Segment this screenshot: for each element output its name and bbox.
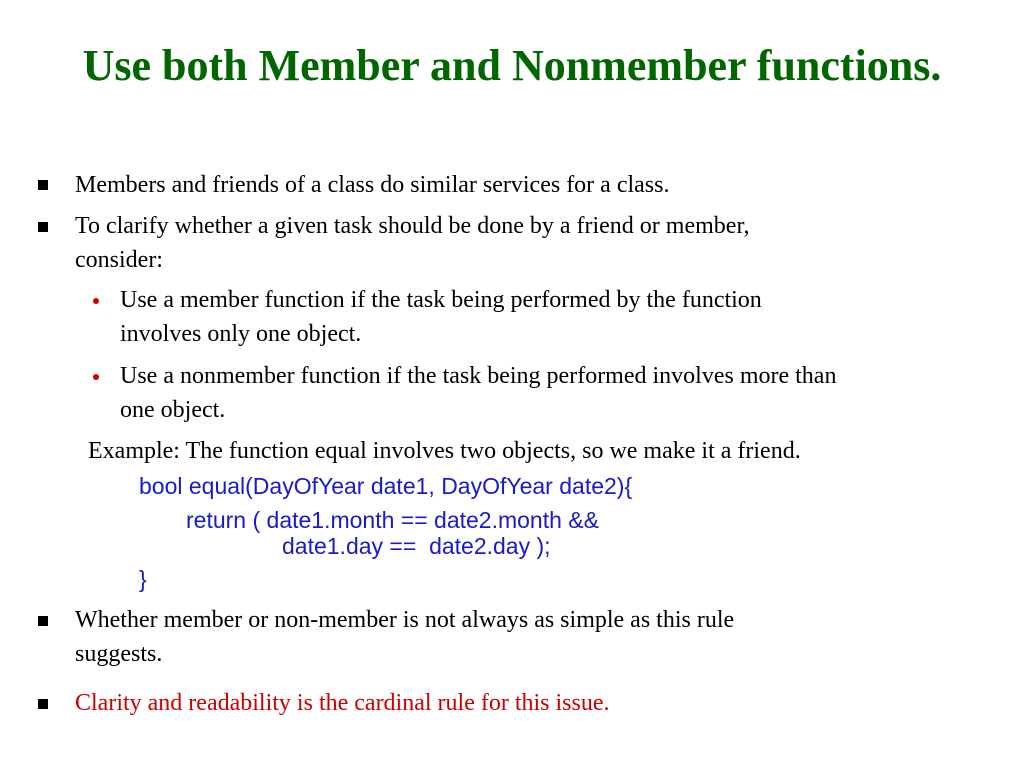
dot-bullet-icon [93,374,99,380]
bullet-text: To clarify whether a given task should be done by a friend or member, [75,213,750,239]
sub-bullet-text: Use a member function if the task being performed by the function [120,287,762,313]
square-bullet-icon [38,222,48,232]
bullet-text: Whether member or non-member is not always as simple as this rule [75,607,735,633]
square-bullet-icon [38,616,48,626]
bullet-text-continued: consider: [75,247,163,273]
dot-bullet-icon [93,298,99,304]
sub-bullet-text-continued: involves only one object. [120,321,362,347]
code-line: } [139,566,147,592]
square-bullet-icon [38,180,48,190]
sub-bullet-text: Use a nonmember function if the task being performed involves more than [120,363,837,389]
code-line: return ( date1.month == date2.month && [186,507,599,533]
example-text: Example: The function equal involves two objects, so we make it a friend. [88,438,801,464]
slide-title: Use both Member and Nonmember functions. [82,41,942,90]
bullet-text: Members and friends of a class do similar services for a class. [75,172,670,198]
bullet-text-continued: suggests. [75,641,163,667]
emphasis-bullet-text: Clarity and readability is the cardinal rule for this issue. [75,690,610,716]
code-line: bool equal(DayOfYear date1, DayOfYear date2){ [139,473,633,499]
sub-bullet-text-continued: one object. [120,397,226,423]
code-line: date1.day == date2.day ); [282,533,551,559]
square-bullet-icon [38,699,48,709]
